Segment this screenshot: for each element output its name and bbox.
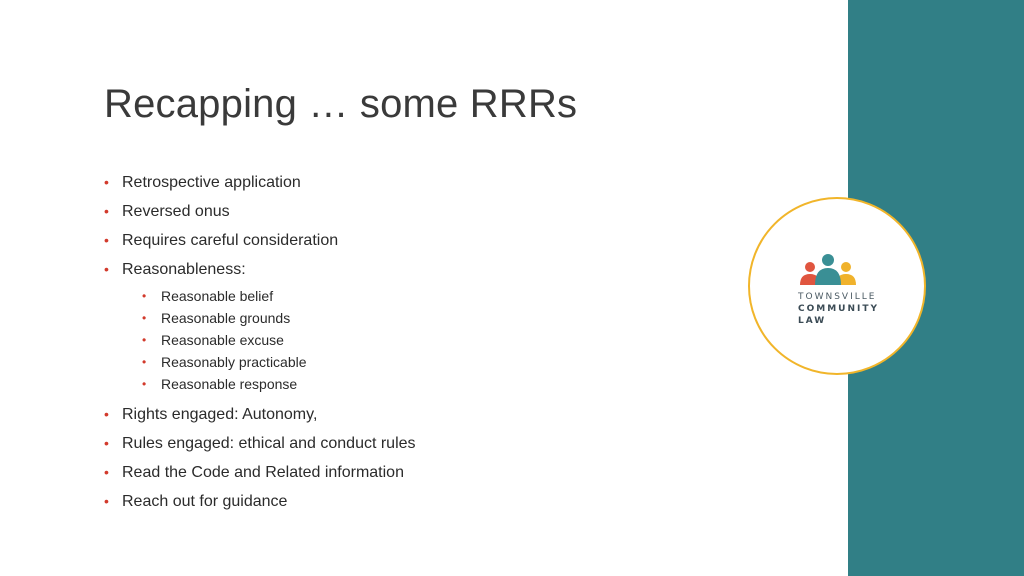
bullet-item: [104, 458, 724, 487]
logo-line-1: TOWNSVILLE: [798, 292, 877, 302]
bullet-item: [104, 255, 724, 284]
people-logo-icon: [800, 253, 864, 287]
bullet-text: Reasonableness:: [122, 261, 246, 278]
bullet-text: Retrospective application: [122, 174, 301, 191]
bullet-icon: •: [142, 355, 147, 369]
sub-bullet-text: Reasonably practicable: [161, 354, 307, 370]
sub-bullet-text: Reasonable belief: [161, 288, 274, 304]
sub-bullet-item: [104, 285, 724, 307]
bullet-item: [104, 168, 724, 197]
bullet-list: [104, 168, 724, 516]
sub-bullet-item: [104, 329, 724, 351]
bullet-icon: •: [104, 203, 109, 219]
bullet-item: [104, 226, 724, 255]
sub-bullet-item: [104, 307, 724, 329]
bullet-item: [104, 429, 724, 458]
bullet-text: Reversed onus: [122, 203, 230, 220]
bullet-item: [104, 197, 724, 226]
logo-line-2: COMMUNITY: [798, 304, 880, 314]
bullet-icon: •: [142, 333, 147, 347]
sub-bullet-list: [104, 285, 724, 395]
bullet-text: Reach out for guidance: [122, 493, 288, 510]
bullet-icon: •: [104, 493, 109, 509]
slide-title: Recapping … some RRRs: [104, 82, 578, 126]
logo-line-3: LAW: [798, 316, 827, 326]
sub-bullet-text: Reasonable excuse: [161, 332, 284, 348]
bullet-icon: •: [142, 289, 147, 303]
sub-bullet-item: [104, 373, 724, 395]
bullet-icon: •: [142, 311, 147, 325]
sub-bullet-text: Reasonable grounds: [161, 310, 291, 326]
bullet-icon: •: [104, 406, 109, 422]
logo-wordmark: [798, 291, 879, 327]
bullet-icon: •: [104, 261, 109, 277]
bullet-item: [104, 487, 724, 516]
bullet-icon: •: [104, 232, 109, 248]
sub-bullet-item: [104, 351, 724, 373]
sub-bullet-text: Reasonable response: [161, 376, 298, 392]
bullet-icon: •: [104, 174, 109, 190]
bullet-text: Rules engaged: ethical and conduct rules: [122, 435, 416, 452]
logo-badge: [748, 197, 926, 375]
bullet-text: Requires careful consideration: [122, 232, 339, 249]
bullet-text: Read the Code and Related information: [122, 464, 404, 481]
bullet-icon: •: [142, 377, 147, 391]
bullet-icon: •: [104, 464, 109, 480]
bullet-item: [104, 400, 724, 429]
bullet-icon: •: [104, 435, 109, 451]
bullet-text: Rights engaged: Autonomy,: [122, 406, 318, 423]
